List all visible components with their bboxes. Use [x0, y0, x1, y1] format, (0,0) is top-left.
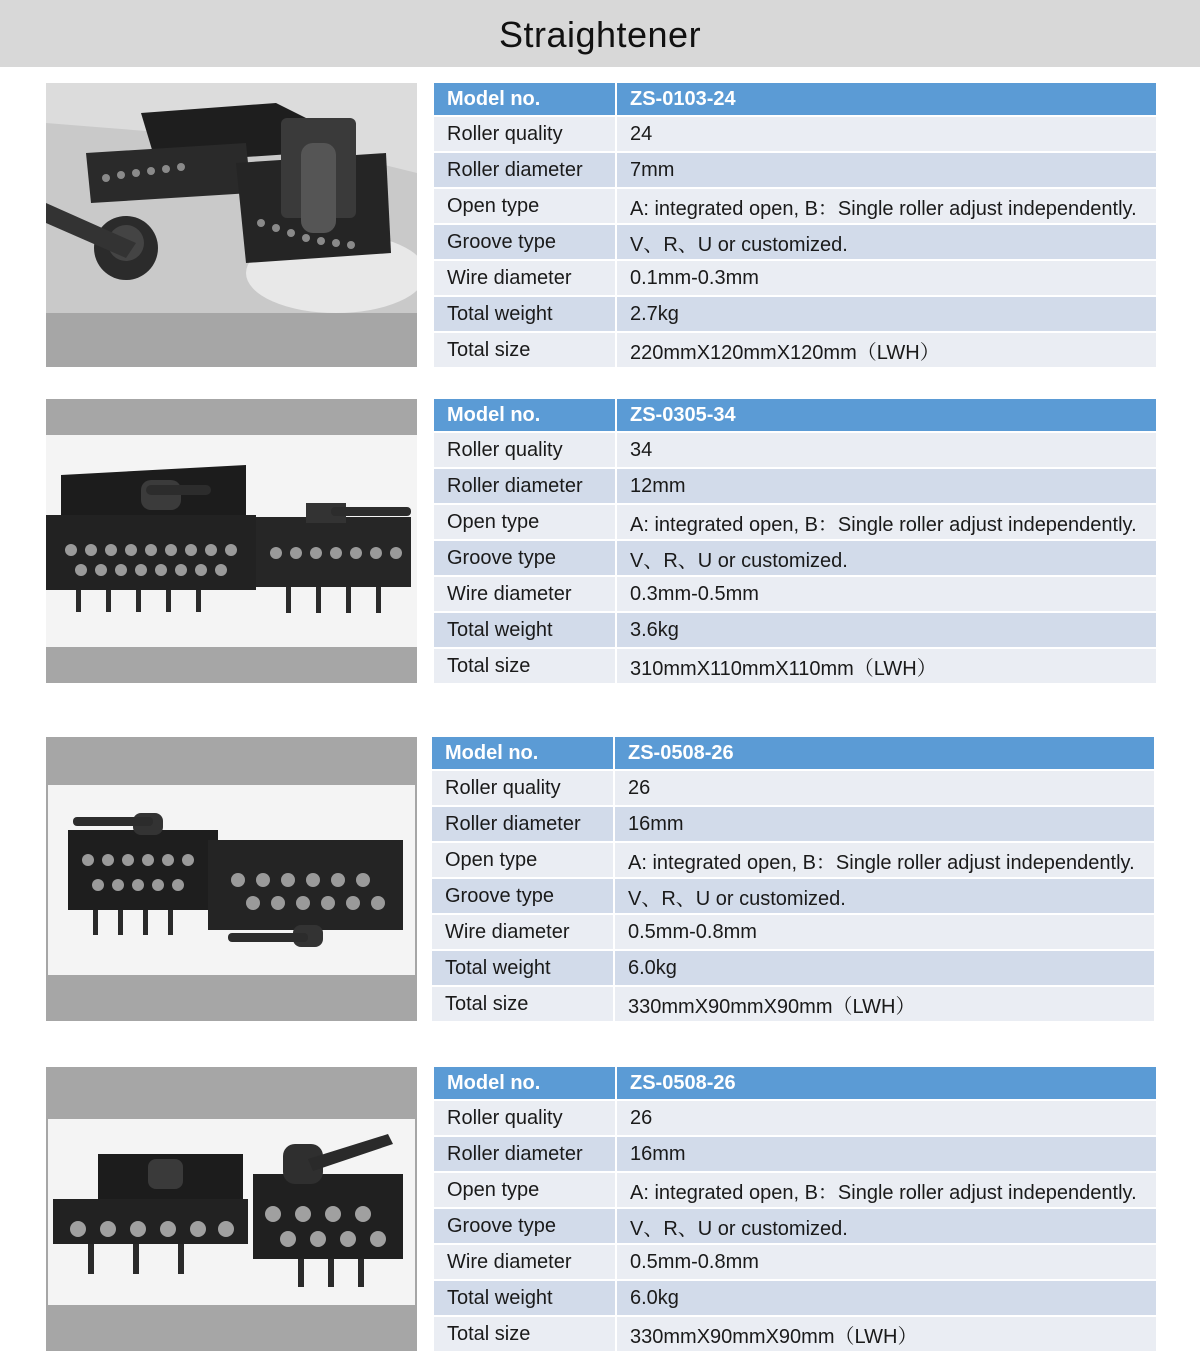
spec-value: 310mmX110mmX110mm（LWH）: [616, 648, 1156, 684]
spec-label: Total weight: [434, 612, 616, 648]
table-row: [434, 152, 1156, 188]
table-row: [434, 612, 1156, 648]
table-row: [434, 399, 1156, 432]
spec-value: 24: [616, 116, 1156, 152]
model-value: ZS-0103-24: [616, 83, 1156, 116]
spec-value: 3.6kg: [616, 612, 1156, 648]
table-row: [434, 576, 1156, 612]
spec-value: 6.0kg: [614, 950, 1154, 986]
spec-value: 16mm: [616, 1136, 1156, 1172]
spec-label: Groove type: [434, 1208, 616, 1244]
spec-label: Total weight: [434, 296, 616, 332]
spec-value: 220mmX120mmX120mm（LWH）: [616, 332, 1156, 368]
spec-label: Roller quality: [434, 432, 616, 468]
spec-value: V、R、U or customized.: [614, 878, 1154, 914]
spec-label: Groove type: [432, 878, 614, 914]
spec-label: Roller diameter: [432, 806, 614, 842]
model-label: Model no.: [434, 399, 616, 432]
table-row: [432, 878, 1154, 914]
model-label: Model no.: [432, 737, 614, 770]
table-row: [434, 1172, 1156, 1208]
model-value: ZS-0305-34: [616, 399, 1156, 432]
spec-label: Roller diameter: [434, 1136, 616, 1172]
table-row: [432, 770, 1154, 806]
spec-value: 34: [616, 432, 1156, 468]
spec-value: 26: [614, 770, 1154, 806]
model-value: ZS-0508-26: [614, 737, 1154, 770]
table-row: [434, 188, 1156, 224]
table-row: [434, 432, 1156, 468]
model-value: ZS-0508-26: [616, 1067, 1156, 1100]
spec-label: Total weight: [432, 950, 614, 986]
page-header: [0, 0, 1200, 67]
product-photo-1: [46, 83, 417, 367]
spec-label: Wire diameter: [432, 914, 614, 950]
table-row: [432, 986, 1154, 1022]
table-row: [432, 806, 1154, 842]
spec-label: Wire diameter: [434, 576, 616, 612]
spec-value: V、R、U or customized.: [616, 540, 1156, 576]
spec-value: 16mm: [614, 806, 1154, 842]
spec-label: Roller diameter: [434, 152, 616, 188]
straightener-machine-image: [46, 785, 417, 975]
table-row: [434, 116, 1156, 152]
spec-label: Roller quality: [432, 770, 614, 806]
spec-value: V、R、U or customized.: [616, 224, 1156, 260]
spec-label: Total size: [434, 1316, 616, 1352]
spec-value: A: integrated open, B：Single roller adjust independently.: [614, 842, 1154, 878]
spec-value: A: integrated open, B：Single roller adjust independently.: [616, 504, 1156, 540]
straightener-machine-image: [46, 1119, 417, 1305]
product-section-2: [0, 399, 1200, 689]
spec-label: Groove type: [434, 540, 616, 576]
spec-value: 2.7kg: [616, 296, 1156, 332]
spec-table-2: [434, 399, 1156, 685]
spec-table-4: [434, 1067, 1156, 1353]
spec-value: 330mmX90mmX90mm（LWH）: [616, 1316, 1156, 1352]
spec-label: Wire diameter: [434, 260, 616, 296]
table-row: [434, 296, 1156, 332]
spec-label: Open type: [434, 1172, 616, 1208]
spec-label: Wire diameter: [434, 1244, 616, 1280]
product-section-1: [0, 83, 1200, 373]
model-label: Model no.: [434, 1067, 616, 1100]
spec-label: Open type: [432, 842, 614, 878]
model-label: Model no.: [434, 83, 616, 116]
table-row: [434, 1244, 1156, 1280]
spec-label: Roller diameter: [434, 468, 616, 504]
product-photo-3: [46, 737, 417, 1021]
table-row: [434, 83, 1156, 116]
spec-value: 0.5mm-0.8mm: [614, 914, 1154, 950]
product-section-4: [0, 1067, 1200, 1357]
spec-label: Roller quality: [434, 116, 616, 152]
page-title: Straightener: [498, 13, 702, 55]
spec-value: 7mm: [616, 152, 1156, 188]
table-row: [434, 468, 1156, 504]
spec-label: Open type: [434, 188, 616, 224]
table-row: [434, 1280, 1156, 1316]
table-row: [434, 332, 1156, 368]
table-row: [434, 1136, 1156, 1172]
spec-value: 6.0kg: [616, 1280, 1156, 1316]
straightener-machine-image: [46, 83, 417, 313]
spec-label: Open type: [434, 504, 616, 540]
spec-value: 26: [616, 1100, 1156, 1136]
table-row: [434, 540, 1156, 576]
table-row: [434, 648, 1156, 684]
spec-label: Roller quality: [434, 1100, 616, 1136]
spec-value: 12mm: [616, 468, 1156, 504]
spec-table-3: [432, 737, 1154, 1023]
table-row: [434, 504, 1156, 540]
spec-label: Groove type: [434, 224, 616, 260]
table-row: [434, 1316, 1156, 1352]
table-row: [432, 950, 1154, 986]
spec-value: 0.3mm-0.5mm: [616, 576, 1156, 612]
spec-label: Total weight: [434, 1280, 616, 1316]
table-row: [434, 1100, 1156, 1136]
table-row: [432, 842, 1154, 878]
spec-value: 0.1mm-0.3mm: [616, 260, 1156, 296]
product-section-3: [0, 737, 1200, 1027]
table-row: [434, 1208, 1156, 1244]
straightener-machine-image: [46, 435, 417, 647]
spec-value: 0.5mm-0.8mm: [616, 1244, 1156, 1280]
product-photo-2: [46, 399, 417, 683]
table-row: [434, 1067, 1156, 1100]
spec-value: V、R、U or customized.: [616, 1208, 1156, 1244]
spec-label: Total size: [434, 332, 616, 368]
spec-table-1: [434, 83, 1156, 369]
table-row: [432, 737, 1154, 770]
spec-label: Total size: [434, 648, 616, 684]
product-photo-4: [46, 1067, 417, 1351]
spec-label: Total size: [432, 986, 614, 1022]
spec-value: A: integrated open, B：Single roller adjust independently.: [616, 188, 1156, 224]
table-row: [434, 260, 1156, 296]
spec-value: 330mmX90mmX90mm（LWH）: [614, 986, 1154, 1022]
spec-value: A: integrated open, B：Single roller adjust independently.: [616, 1172, 1156, 1208]
table-row: [434, 224, 1156, 260]
table-row: [432, 914, 1154, 950]
